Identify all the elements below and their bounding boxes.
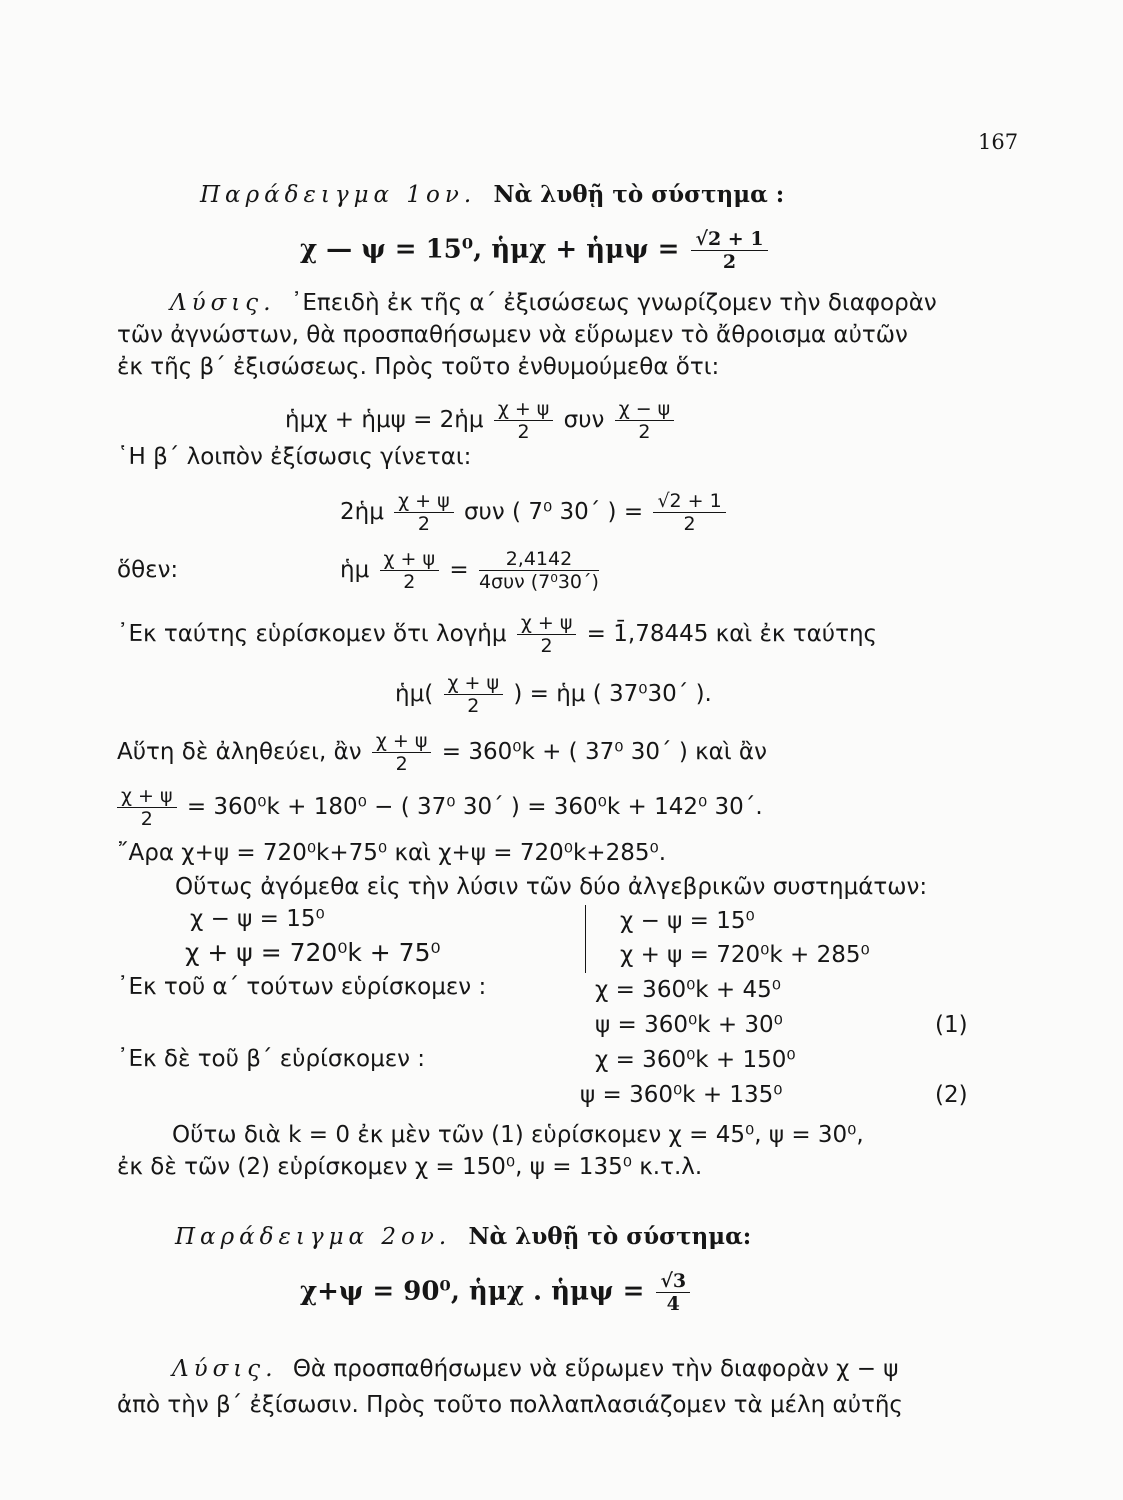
equation-middle: συν ( 7⁰ 30΄ ) = (463, 499, 644, 525)
text: = 1̄,78445 καὶ ἐκ ταύτης (586, 621, 878, 647)
aute-line (117, 730, 767, 775)
tag-2: (2) (935, 1082, 968, 1108)
fraction-numerator: √2 + 1 (691, 228, 767, 251)
example1-system (300, 228, 771, 273)
line-beta: ῾Η β΄ λοιπὸν ἐξίσωσις γίνεται: (117, 444, 472, 470)
example2-heading-text: Νὰ λυθῇ τὸ σύστημα: (468, 1223, 752, 1250)
system-a-eq1: χ − ψ = 15⁰ (190, 906, 325, 932)
equals-sign: = (449, 557, 469, 583)
page-number: 167 (978, 130, 1019, 154)
fraction (494, 398, 554, 443)
paragraph-text: Θὰ προσπαθήσωμεν νὰ εὕρωμεν τὴν διαφορὰν χ − ψ (292, 1356, 899, 1382)
fraction (615, 398, 675, 443)
fraction (380, 548, 440, 593)
fraction-numerator: χ + ψ (494, 398, 554, 421)
fraction-numerator: χ + ψ (380, 548, 440, 571)
system-divider (585, 905, 586, 973)
fraction-denominator: 2 (403, 571, 416, 593)
lysis-label: Λύσις. (172, 1356, 278, 1382)
solution-a-y: ψ = 360⁰k + 30⁰ (595, 1012, 783, 1038)
example1-lysis-line2: τῶν ἀγνώστων, θὰ προσπαθήσωμεν νὰ εὕρωμεν τὸ ἄθροισμα αὐτῶν (117, 322, 908, 348)
final-line1: Οὕτω διὰ k = 0 ἐκ μὲν τῶν (1) εὑρίσκομεν χ = 45⁰, ψ = 30⁰, (172, 1122, 864, 1148)
fraction (517, 612, 577, 657)
fraction-denominator: 2 (467, 695, 480, 717)
fraction (444, 672, 504, 717)
text: = 360⁰k + ( 37⁰ 30΄ ) καὶ ἂν (441, 739, 767, 765)
equation-beta (340, 490, 729, 535)
example1-system-left: χ — ψ = 15⁰, ἡμχ + ἡμψ = (300, 234, 680, 265)
text: ᾿Εκ ταύτης εὑρίσκομεν ὅτι λογἡμ (117, 621, 507, 647)
fraction-denominator: 2 (417, 513, 430, 535)
fraction-numerator: χ − ψ (615, 398, 675, 421)
example2-lysis-line1 (172, 1354, 898, 1384)
text: Αὕτη δὲ ἀληθεύει, ἂν (117, 739, 362, 765)
paragraph-text: ᾿Επειδὴ ἐκ τῆς α΄ ἐξισώσεως γνωρίζομεν τὴν διαφορὰν (290, 290, 937, 316)
fraction-numerator: 2,4142 (479, 548, 599, 571)
example1-heading-text: Νὰ λυθῇ τὸ σύστημα : (493, 181, 785, 208)
example1-system-fraction (691, 228, 767, 273)
solution-b-x: χ = 360⁰k + 150⁰ (595, 1047, 796, 1073)
fraction (653, 490, 725, 535)
fraction-numerator: χ + ψ (117, 785, 177, 808)
fraction-denominator: 4 (666, 1293, 680, 1315)
system-b-eq1: χ − ψ = 15⁰ (620, 908, 755, 934)
example2-heading (175, 1222, 751, 1252)
equation-sum-identity (285, 398, 677, 443)
system-a-eq2: χ + ψ = 720⁰k + 75⁰ (185, 938, 441, 967)
fraction-denominator: 2 (683, 513, 696, 535)
fraction-numerator: χ + ψ (372, 730, 432, 753)
example2-system-fraction (656, 1270, 690, 1315)
log-line (117, 612, 877, 657)
equation-left: ἡμ (340, 557, 370, 583)
fraction-denominator: 2 (540, 635, 553, 657)
fraction-numerator: √3 (656, 1270, 690, 1293)
final-line2: ἐκ δὲ τῶν (2) εὑρίσκομεν χ = 150⁰, ψ = 135⁰ κ.τ.λ. (117, 1154, 703, 1180)
solution-b-y: ψ = 360⁰k + 135⁰ (580, 1082, 783, 1108)
equation-left: ἡμχ + ἡμψ = 2ἡμ (285, 407, 484, 433)
system-b-eq2: χ + ψ = 720⁰k + 285⁰ (620, 942, 870, 968)
hothen-label: ὅθεν: (117, 557, 179, 583)
fraction-numerator: χ + ψ (394, 490, 454, 513)
equation-right: ) = ἡμ ( 37⁰30΄ ). (513, 681, 712, 707)
fraction-numerator: χ + ψ (444, 672, 504, 695)
lysis-label: Λύσις. (170, 290, 276, 316)
second-condition-line (117, 785, 763, 830)
equation-middle: συν (563, 407, 605, 433)
fraction-denominator: 2 (395, 753, 408, 775)
example1-heading (200, 180, 784, 210)
houtos-line: Οὕτως ἀγόμεθα εἰς τὴν λύσιν τῶν δύο ἀλγεβρικῶν συστημάτων: (175, 874, 928, 900)
fraction-numerator: √2 + 1 (653, 490, 725, 513)
ek-a-label: ᾿Εκ τοῦ α΄ τούτων εὑρίσκομεν : (117, 974, 487, 1000)
fraction (372, 730, 432, 775)
equation-left: ἡμ( (395, 681, 434, 707)
example2-lysis-line2: ἀπὸ τὴν β΄ ἐξίσωσιν. Πρὸς τοῦτο πολλαπλασιάζομεν τὰ μέλη αὐτῆς (117, 1392, 903, 1418)
fraction-denominator: 4συν (7⁰30΄) (478, 571, 599, 593)
equation-hm-angle (395, 672, 712, 717)
fraction (394, 490, 454, 535)
fraction-denominator: 2 (140, 808, 153, 830)
example1-label: Παράδειγμα 1ον. (200, 182, 477, 208)
ara-line: ῎Αρα χ+ψ = 720⁰k+75⁰ καὶ χ+ψ = 720⁰k+285⁰. (117, 840, 667, 866)
fraction (117, 785, 177, 830)
fraction-numerator: χ + ψ (517, 612, 577, 635)
example1-lysis-line3: ἐκ τῆς β΄ ἐξισώσεως. Πρὸς τοῦτο ἐνθυμούμεθα ὅτι: (117, 354, 720, 380)
example2-label: Παράδειγμα 2ον. (175, 1224, 452, 1250)
equation-hm (340, 548, 602, 593)
fraction-denominator: 2 (722, 251, 737, 273)
fraction-denominator: 2 (517, 421, 530, 443)
fraction (479, 548, 599, 593)
solution-a-x: χ = 360⁰k + 45⁰ (595, 977, 781, 1003)
example2-system (300, 1270, 693, 1315)
equation-left: 2ἡμ (340, 499, 384, 525)
example2-system-left: χ+ψ = 90⁰, ἡμχ . ἡμψ = (300, 1276, 645, 1307)
ek-b-label: ᾿Εκ δὲ τοῦ β΄ εὑρίσκομεν : (117, 1046, 426, 1072)
fraction-denominator: 2 (638, 421, 651, 443)
tag-1: (1) (935, 1012, 968, 1038)
text: = 360⁰k + 180⁰ − ( 37⁰ 30΄ ) = 360⁰k + 142⁰ 30΄. (186, 794, 763, 820)
example1-lysis-line1 (170, 288, 937, 318)
